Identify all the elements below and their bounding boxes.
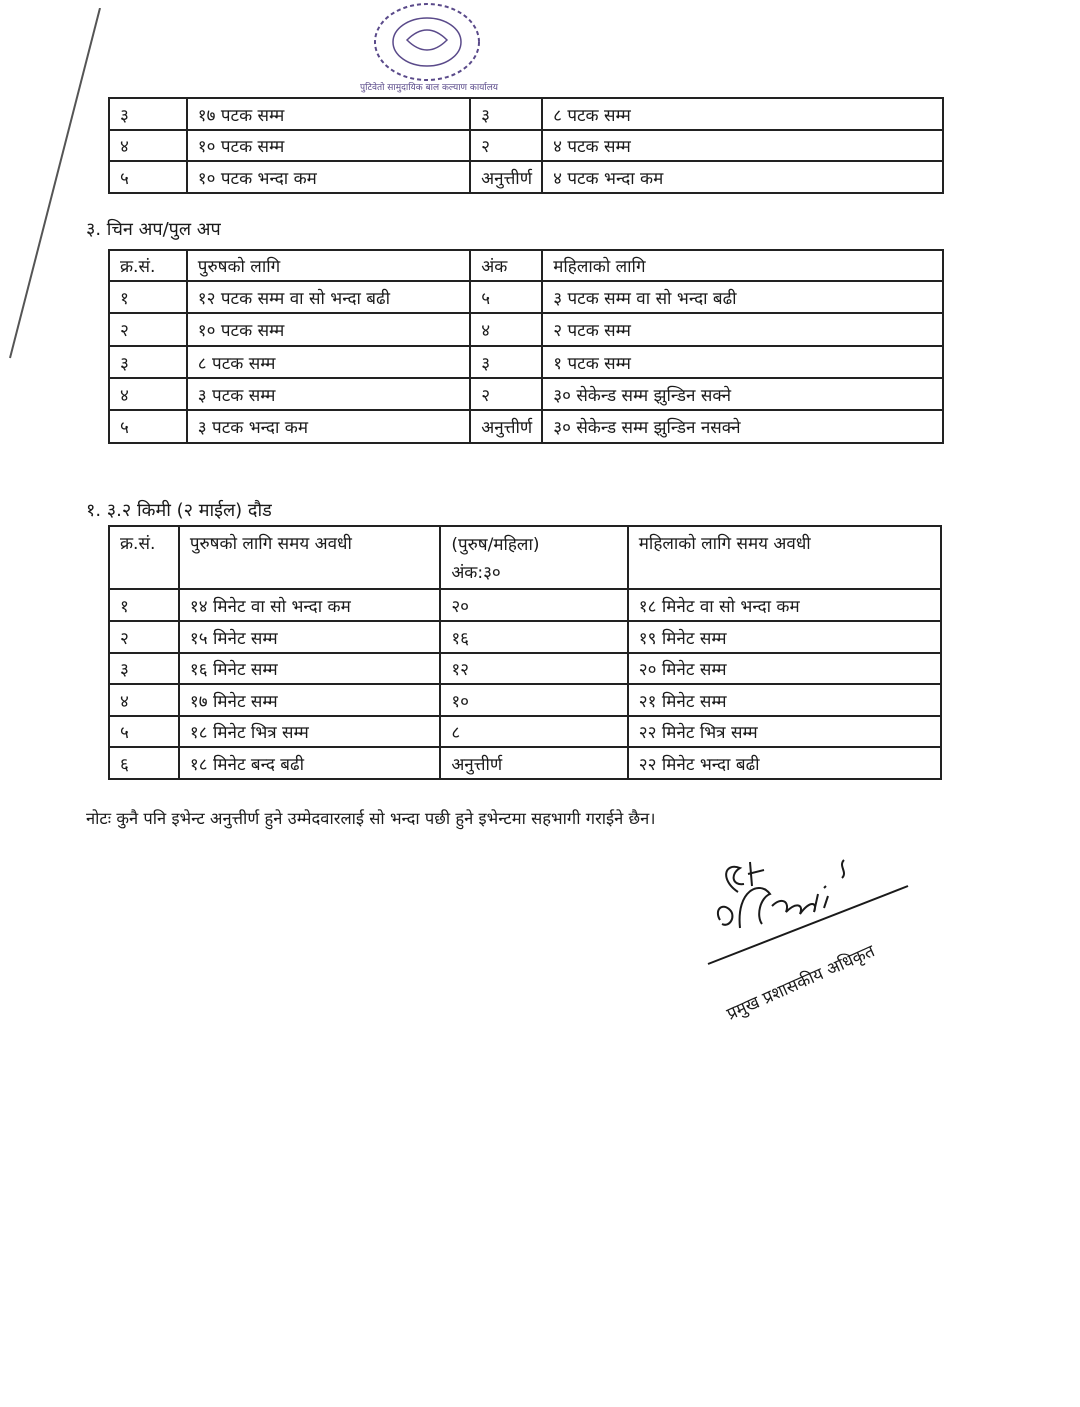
chinup-cell-male: १० पटक सम्म — [187, 313, 471, 346]
run-cell-sn: १ — [109, 589, 179, 621]
run-cell-score: १० — [440, 684, 627, 716]
run-cell-sn: ३ — [109, 653, 179, 684]
stamp-text: पुटिवेतो सामुदायिक बाल कल्याण कार्यालय — [360, 83, 499, 93]
continued-row — [109, 98, 943, 130]
continued-row — [109, 161, 943, 193]
run-row — [109, 653, 941, 684]
run-header-score-line1: (पुरुष/महिला) — [451, 535, 540, 555]
continued-cell-female: ८ पटक सम्म — [542, 98, 943, 130]
continued-cell-female: ४ पटक भन्दा कम — [542, 161, 943, 193]
continued-row — [109, 130, 943, 161]
chinup-row — [109, 410, 943, 443]
chinup-cell-sn: ५ — [109, 410, 187, 443]
run-cell-male: १८ मिनेट बन्द बढी — [179, 747, 440, 779]
run-header-score — [440, 526, 627, 589]
chinup-cell-female: ३० सेकेन्ड सम्म झुन्डिन नसक्ने — [542, 410, 943, 443]
chinup-header-sn: क्र.सं. — [109, 250, 187, 281]
chinup-cell-male: ३ पटक सम्म — [187, 378, 471, 410]
continued-cell-score: २ — [470, 130, 542, 161]
continued-cell-score: अनुत्तीर्ण — [470, 161, 542, 193]
run-row — [109, 716, 941, 747]
continued-cell-male: १० पटक भन्दा कम — [187, 161, 470, 193]
section-chinup-heading: ३. चिन अप/पुल अप — [86, 219, 221, 240]
run-header-female: महिलाको लागि समय अवधी — [628, 526, 941, 589]
run-cell-score: १२ — [440, 653, 627, 684]
continued-table — [108, 97, 944, 194]
section-run-heading: १. ३.२ किमी (२ माईल) दौड — [86, 500, 272, 521]
run-header-sn: क्र.सं. — [109, 526, 179, 589]
chinup-cell-female: ३० सेकेन्ड सम्म झुन्डिन सक्ने — [542, 378, 943, 410]
run-cell-sn: ५ — [109, 716, 179, 747]
run-cell-sn: २ — [109, 621, 179, 653]
run-cell-male: १७ मिनेट सम्म — [179, 684, 440, 716]
run-cell-score: २० — [440, 589, 627, 621]
chinup-cell-female: ३ पटक सम्म वा सो भन्दा बढी — [542, 281, 943, 313]
run-row — [109, 589, 941, 621]
run-cell-female: २२ मिनेट भित्र सम्म — [628, 716, 941, 747]
run-header-male: पुरुषको लागि समय अवधी — [179, 526, 440, 589]
run-cell-score: अनुत्तीर्ण — [440, 747, 627, 779]
continued-cell-score: ३ — [470, 98, 542, 130]
run-header-score-line2: अंक:३० — [451, 563, 501, 583]
chinup-header-score: अंक — [470, 250, 542, 281]
run-row — [109, 684, 941, 716]
run-cell-female: १९ मिनेट सम्म — [628, 621, 941, 653]
run-cell-male: १४ मिनेट वा सो भन्दा कम — [179, 589, 440, 621]
run-row — [109, 747, 941, 779]
chinup-cell-male: ३ पटक भन्दा कम — [187, 410, 471, 443]
run-row — [109, 621, 941, 653]
run-cell-female: २१ मिनेट सम्म — [628, 684, 941, 716]
chinup-cell-sn: ३ — [109, 346, 187, 378]
chinup-table — [108, 249, 944, 444]
scan-margin-line — [4, 8, 104, 368]
footer-note: नोटः कुनै पनि इभेन्ट अनुत्तीर्ण हुने उम्मेदवारलाई सो भन्दा पछी हुने इभेन्टमा सहभागी गराईने छैन। — [86, 809, 656, 828]
chinup-cell-sn: ४ — [109, 378, 187, 410]
chinup-header-male: पुरुषको लागि — [187, 250, 471, 281]
run-cell-male: १६ मिनेट सम्म — [179, 653, 440, 684]
chinup-cell-score: ५ — [470, 281, 542, 313]
run-cell-female: २० मिनेट सम्म — [628, 653, 941, 684]
run-cell-female: २२ मिनेट भन्दा बढी — [628, 747, 941, 779]
continued-cell-sn: ४ — [109, 130, 187, 161]
chinup-cell-female: १ पटक सम्म — [542, 346, 943, 378]
chinup-row — [109, 378, 943, 410]
continued-cell-sn: ३ — [109, 98, 187, 130]
run-cell-male: १८ मिनेट भित्र सम्म — [179, 716, 440, 747]
run-cell-sn: ४ — [109, 684, 179, 716]
run-cell-score: ८ — [440, 716, 627, 747]
chinup-cell-sn: १ — [109, 281, 187, 313]
run-cell-score: १६ — [440, 621, 627, 653]
chinup-cell-score: ३ — [470, 346, 542, 378]
signature-block — [700, 840, 940, 1030]
chinup-cell-score: २ — [470, 378, 542, 410]
continued-cell-sn: ५ — [109, 161, 187, 193]
continued-cell-female: ४ पटक सम्म — [542, 130, 943, 161]
chinup-cell-score: ४ — [470, 313, 542, 346]
run-cell-sn: ६ — [109, 747, 179, 779]
office-stamp — [352, 0, 502, 98]
signature-designation: प्रमुख प्रशासकीय अधिकृत — [723, 941, 878, 1025]
continued-cell-male: १७ पटक सम्म — [187, 98, 470, 130]
chinup-row — [109, 313, 943, 346]
run-cell-female: १८ मिनेट वा सो भन्दा कम — [628, 589, 941, 621]
continued-cell-male: १० पटक सम्म — [187, 130, 470, 161]
chinup-cell-male: १२ पटक सम्म वा सो भन्दा बढी — [187, 281, 471, 313]
chinup-cell-female: २ पटक सम्म — [542, 313, 943, 346]
chinup-header-female: महिलाको लागि — [542, 250, 943, 281]
chinup-row — [109, 346, 943, 378]
chinup-row — [109, 281, 943, 313]
run-table — [108, 525, 942, 780]
run-cell-male: १५ मिनेट सम्म — [179, 621, 440, 653]
chinup-cell-male: ८ पटक सम्म — [187, 346, 471, 378]
chinup-cell-score: अनुत्तीर्ण — [470, 410, 542, 443]
handwritten-signature-icon — [708, 860, 908, 964]
chinup-cell-sn: २ — [109, 313, 187, 346]
